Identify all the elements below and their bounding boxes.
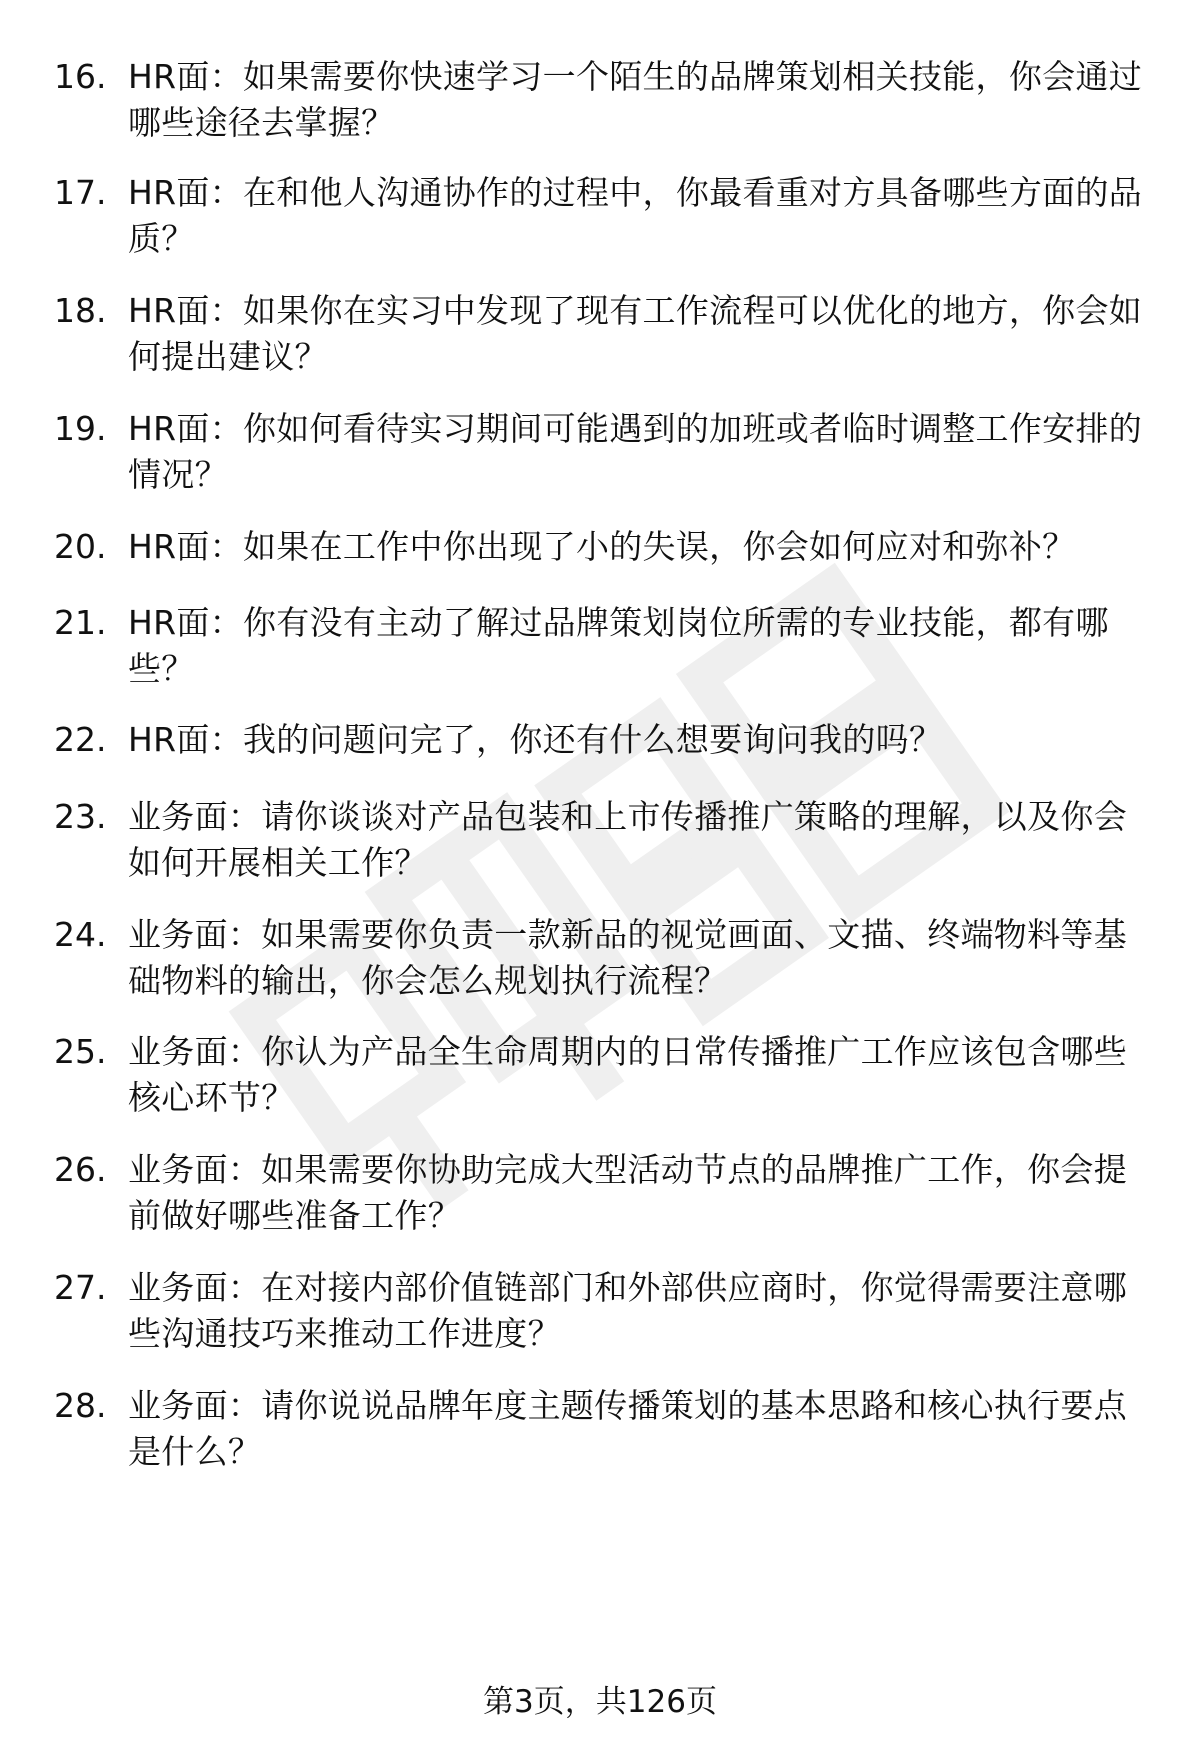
question-text: HR面：如果需要你快速学习一个陌生的品牌策划相关技能，你会通过哪些途径去掌握？ — [128, 57, 1143, 142]
question-text: HR面：你如何看待实习期间可能遇到的加班或者临时调整工作安排的情况？ — [128, 409, 1143, 494]
question-number: 17. — [54, 173, 107, 212]
question-number: 27. — [54, 1268, 107, 1307]
question-text: 业务面：在对接内部价值链部门和外部供应商时，你觉得需要注意哪些沟通技巧来推动工作进度？ — [128, 1268, 1127, 1353]
question-number: 20. — [54, 527, 107, 566]
question-text: 业务面：请你谈谈对产品包装和上市传播推广策略的理解，以及你会如何开展相关工作？ — [128, 797, 1127, 882]
question-number: 22. — [54, 720, 107, 759]
question-number: 26. — [54, 1150, 107, 1189]
question-number: 28. — [54, 1386, 107, 1425]
question-number: 16. — [54, 57, 107, 96]
question-number: 21. — [54, 603, 107, 642]
question-number: 24. — [54, 915, 107, 954]
question-text: HR面：如果你在实习中发现了现有工作流程可以优化的地方，你会如何提出建议？ — [128, 291, 1143, 376]
question-number: 23. — [54, 797, 107, 836]
question-text: HR面：你有没有主动了解过品牌策划岗位所需的专业技能，都有哪些？ — [128, 603, 1109, 688]
question-text: 业务面：如果需要你协助完成大型活动节点的品牌推广工作，你会提前做好哪些准备工作？ — [128, 1150, 1127, 1235]
question-number: 19. — [54, 409, 107, 448]
question-text: HR面：如果在工作中你出现了小的失误，你会如何应对和弥补？ — [128, 527, 1076, 566]
question-number: 25. — [54, 1032, 107, 1071]
question-text: 业务面：如果需要你负责一款新品的视觉画面、文描、终端物料等基础物料的输出，你会怎么规划执行流程？ — [128, 915, 1127, 1000]
question-text: 业务面：你认为产品全生命周期内的日常传播推广工作应该包含哪些核心环节？ — [128, 1032, 1127, 1117]
page-number-footer: 第3页，共126页 — [483, 1684, 717, 1720]
question-text: HR面：在和他人沟通协作的过程中，你最看重对方具备哪些方面的品质？ — [128, 173, 1143, 258]
question-number: 18. — [54, 291, 107, 330]
question-text: 业务面：请你说说品牌年度主题传播策划的基本思路和核心执行要点是什么？ — [128, 1386, 1127, 1471]
question-text: HR面：我的问题问完了，你还有什么想要询问我的吗？ — [128, 720, 943, 759]
